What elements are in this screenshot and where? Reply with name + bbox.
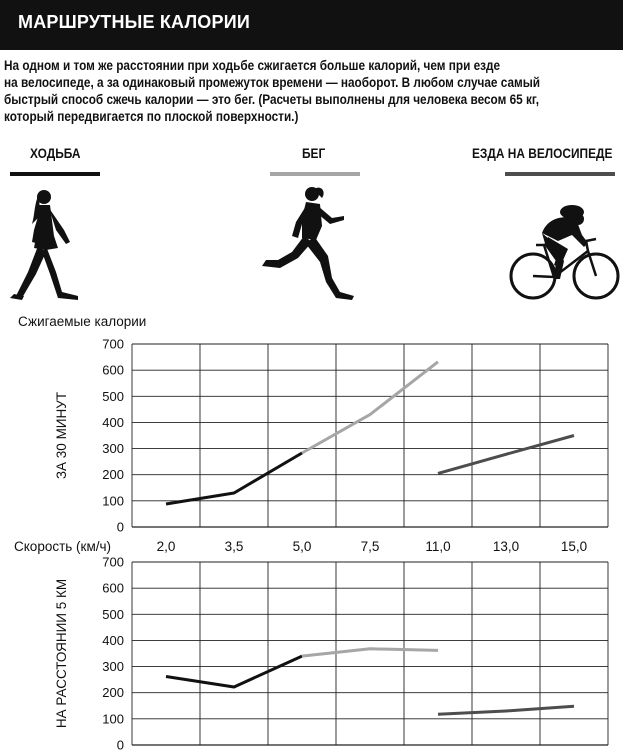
page-title: МАРШРУТНЫЕ КАЛОРИИ — [18, 12, 250, 32]
intro-line: На одном и том же расстоянии при ходьбе сжигается больше калорий, чем при езде — [4, 58, 501, 73]
x-tick-label: 3,5 — [224, 539, 244, 554]
y-tick-label: 0 — [116, 519, 124, 535]
series-line — [438, 706, 574, 714]
y-axis-title: ЗА 30 МИНУТ — [54, 391, 69, 480]
y-axis-top-label: Сжигаемые калории — [18, 314, 147, 329]
y-axis-title: НА РАССТОЯНИИ 5 КМ — [54, 578, 69, 729]
y-tick-label: 400 — [102, 632, 124, 648]
y-tick-label: 600 — [102, 580, 124, 596]
x-tick-label: 13,0 — [492, 539, 520, 554]
y-tick-label: 200 — [102, 467, 124, 483]
y-tick-label: 0 — [116, 737, 124, 752]
y-tick-label: 300 — [102, 441, 124, 457]
y-tick-label: 700 — [102, 336, 124, 352]
intro-line: быстрый способ сжечь калории — это бег. (Расчеты выполнены для человека весом 65 кг, — [4, 92, 540, 107]
series-line — [302, 362, 438, 453]
y-tick-label: 200 — [102, 685, 124, 701]
series-line — [166, 453, 302, 504]
y-tick-label: 100 — [102, 493, 124, 509]
intro-line: который передвигается по плоской поверхности.) — [4, 109, 299, 124]
y-tick-label: 100 — [102, 711, 124, 727]
series-line — [166, 656, 302, 687]
x-tick-label: 11,0 — [425, 539, 451, 554]
series-line — [438, 436, 574, 474]
x-tick-label: 15,0 — [560, 539, 588, 554]
y-tick-label: 700 — [102, 554, 124, 570]
legend-label-cycling: ЕЗДА НА ВЕЛОСИПЕДЕ — [472, 145, 613, 161]
x-tick-label: 7,5 — [360, 539, 380, 554]
intro-line: на велосипеде, а за одинаковый промежуток времени — наоборот. В любом случае самый — [4, 75, 541, 90]
y-tick-label: 500 — [102, 606, 124, 622]
x-axis-title: Скорость (км/ч) — [14, 539, 112, 554]
y-tick-label: 400 — [102, 414, 124, 430]
y-tick-label: 600 — [102, 362, 124, 378]
x-tick-label: 5,0 — [292, 539, 312, 554]
legend-label-running: БЕГ — [302, 145, 326, 161]
y-tick-label: 500 — [102, 388, 124, 404]
series-line — [302, 649, 438, 656]
legend-label-walking: ХОДЬБА — [30, 145, 81, 161]
y-tick-label: 300 — [102, 659, 124, 675]
x-tick-label: 2,0 — [156, 539, 176, 554]
